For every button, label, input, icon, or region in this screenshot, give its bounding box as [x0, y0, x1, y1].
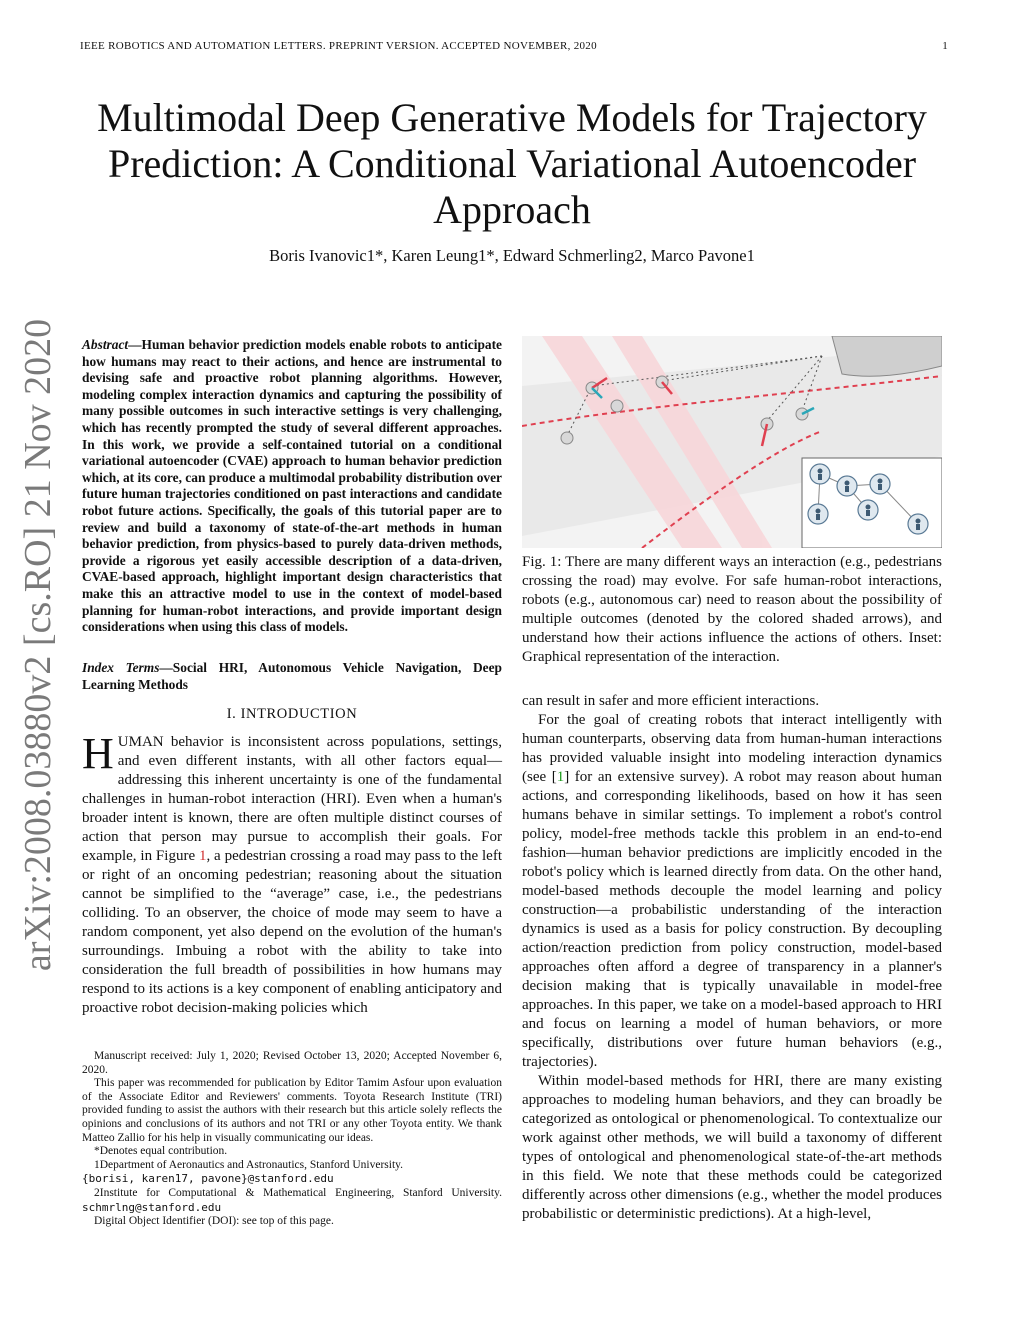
section-heading-introduction: I. INTRODUCTION: [226, 706, 358, 722]
arxiv-stamp: [14, 318, 62, 972]
footnote-recommended: This paper was recommended for publication by Editor Tamim Asfour upon evaluation of the Associate Editor and Reviewers' comments. Toyota Research Institute (TRI) provided funding to assist the authors with their research but this article solely reflects the opinions and conclusions of its authors and not TRI or any other Toyota entity. We thank Matteo Zallio for his help in visually communicating our ideas.: [82, 1077, 502, 1144]
figure-1-caption: Fig. 1: There are many different ways an interaction (e.g., pedestrians crossing the road) may evolve. For safe human-robot interactions, robots (e.g., autonomous car) need to reason about the possibility of multiple outcomes (denoted by the colored shaded arrows), and understand how their actions influence the actions of others. Inset: Graphical representation of the interaction.: [522, 554, 942, 665]
paragraph-continuation: can result in safer and more efficient interactions.: [522, 693, 820, 709]
abstract-label: Abstract: [82, 337, 129, 352]
paper-title: Multimodal Deep Generative Models for Trajectory Prediction: A Conditional Variational Autoencoder Approach: [97, 95, 927, 232]
abstract-text: Human behavior prediction models enable robots to anticipate how humans may react to their actions, and hence are instrumental to devising safe and proactive robot planning algorithms. However, modeling complex interaction dynamics and capturing the possibility of many possible outcomes in such interactive settings is very challenging, which has recently prompted the study of several different approaches. In this work, we provide a self-contained tutorial on a conditional variational autoencoder (CVAE) approach to human behavior prediction which, at its core, can produce a multimodal probability distribution over future human trajectories conditioned on past interactions and candidate robot future actions. Specifically, the goals of this tutorial paper are to review and build a taxonomy of state-of-the-art methods in human behavior prediction, from physics-based to purely data-driven methods, provide a rigorous yet easily accessible description of a data-driven, CVAE-based approach, highlight important design characteristics that make this an attractive model to use in the context of model-based planning for human-robot interactions, and provide important design considerations when using this class of models.: [82, 337, 502, 635]
footnotes: [82, 1050, 502, 1229]
citation-link[interactable]: 1: [556, 769, 565, 785]
drop-cap: H: [82, 729, 114, 778]
abstract: Abstract—Human behavior prediction models enable robots to anticipate how humans may react to their actions, and hence are instrumental to devising safe and proactive robot planning algorithms. However, modeling complex interaction dynamics and capturing the possibility of many possible outcomes in such interactive settings is very challenging, which has recently prompted the study of several different approaches. In this work, we provide a self-contained tutorial on a conditional variational autoencoder (CVAE) approach to human behavior prediction which, at its core, can produce a multimodal probability distribution over future human trajectories conditioned on past interactions and candidate robot future actions. Specifically, the goals of this tutorial paper are to review and build a taxonomy of state-of-the-art methods in human behavior prediction, from physics-based to purely data-driven methods, provide a rigorous yet easily accessible description of a data-driven, CVAE-based approach, highlight important design characteristics that make this an attractive model to use in the context of model-based planning for human-robot interactions, and provide important design considerations when using this class of models.: [82, 337, 502, 635]
paragraph-taxonomy: Within model-based methods for HRI, there are many existing approaches to modeling human behaviors, and they can broadly be categorized as ontological or phenomenological. To contextualize our work against other methods, we will build a taxonomy of different types of ontological and phenomenological state-of-the-art methods in this field. We note that these methods could be categorized differently across other dimensions (e.g., whether the model produces probabilistic or deterministic predictions). At a high-level,: [522, 1073, 942, 1222]
figure-link[interactable]: 1: [198, 848, 207, 864]
page-number: 1: [942, 40, 948, 52]
index-terms: Index Terms—Social HRI, Autonomous Vehicle Navigation, Deep Learning Methods: [82, 660, 502, 692]
right-column-text: [522, 692, 942, 1224]
author-list: Boris Ivanovic1*, Karen Leung1*, Edward Schmerling2, Marco Pavone1: [269, 246, 755, 265]
figure-1-illustration: [522, 336, 942, 548]
footnote-affiliation-1: 1Department of Aeronautics and Astronautics, Stanford University. {borisi, karen17, pavone}@stanford.edu: [82, 1158, 404, 1186]
figure-1-svg: [522, 336, 942, 548]
footnote-doi: Digital Object Identifier (DOI): see top of this page.: [94, 1215, 334, 1228]
arxiv-id: arXiv:2008.03880v2 [cs.RO] 21 Nov 2020: [17, 318, 59, 972]
index-terms-text: Social HRI, Autonomous Vehicle Navigation, Deep Learning Methods: [82, 660, 502, 692]
introduction-text: HUMAN behavior is inconsistent across populations, settings, and even different instants, with all other factors equal—addressing this inherent uncertainty is one of the fundamental challenges in human-robot interaction (HRI). Even when a human's broader intent is known, there are often multiple distinct courses of action that person may pursue to accomplish their goals. For example, in Figure 1, a pedestrian crossing a road may pass to the left or right of an oncoming pedestrian; reasoning about the situation cannot be simplified to the “average” case, i.e., the pedestrians colliding. To an observer, the choice of mode may seem to have a random component, yet also depend on the evolution of the human's surroundings. Imbuing a robot with the ability to take into consideration the full breadth of possibilities in how humans may respond to its actions is a key component of enabling anticipatory and proactive robot decision-making policies which: [82, 729, 502, 1016]
journal-header: IEEE ROBOTICS AND AUTOMATION LETTERS. PREPRINT VERSION. ACCEPTED NOVEMBER, 2020: [80, 40, 597, 52]
paragraph-model-based: For the goal of creating robots that interact intelligently with human counterparts, observing data from human-human interactions has provided valuable insight into modeling interaction dynamics (see [1] for an extensive survey). A robot may reason about human actions, and corresponding likelihoods, based on how it has seen humans behave in similar settings. To implement a robot's control policy, model-free methods tackle this problem in an end-to-end fashion—human behavior predictions are implicitly encoded in the robot's policy which is learned directly from data. On the other hand, model-based methods decouple the model learning and policy construction—a probabilistic understanding of the interaction dynamics is used as a basis for policy construction. By decoupling action/reaction prediction from policy construction, model-based approaches often afford a degree of transparency in a planner's decision making that is typically unavailable in model-free approaches. In this paper, we take on a model-based approach to HRI and focus on learning a model of human behaviors, or more specifically, distributions over future human behaviors (e.g., trajectories).: [522, 712, 942, 1070]
footnote-equal: *Denotes equal contribution.: [94, 1145, 228, 1158]
email-1[interactable]: {borisi, karen17, pavone}@stanford.edu: [82, 1172, 334, 1186]
footnote-received: Manuscript received: July 1, 2020; Revised October 13, 2020; Accepted November 6, 2020.: [82, 1050, 502, 1076]
footnote-affiliation-2: 2Institute for Computational & Mathematical Engineering, Stanford University. schmrlng@stanford.edu: [82, 1186, 502, 1214]
running-header: [80, 40, 948, 52]
autonomous-car: [832, 336, 942, 376]
email-2[interactable]: schmrlng@stanford.edu: [82, 1200, 222, 1214]
index-terms-label: Index Terms: [82, 660, 160, 675]
